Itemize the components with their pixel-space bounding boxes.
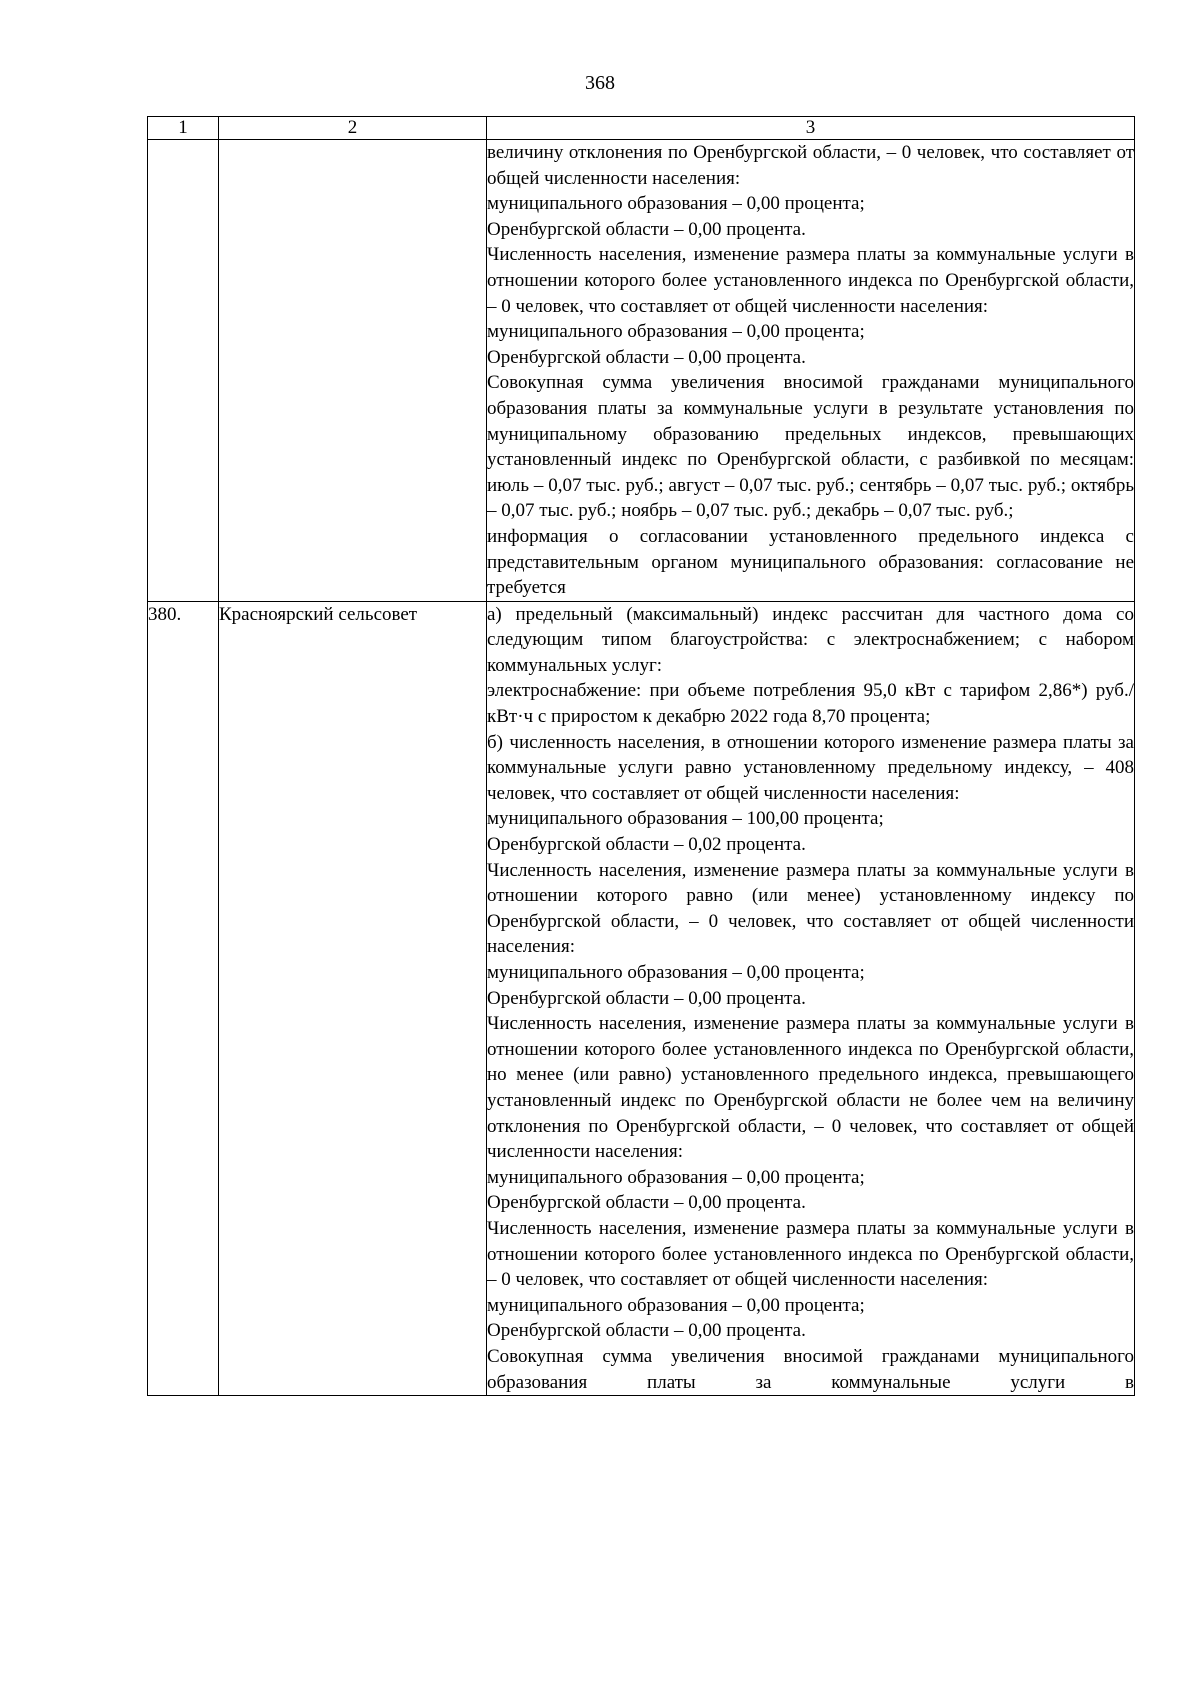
- paragraph: Оренбургской области – 0,00 процента.: [487, 1320, 806, 1342]
- index-description-cell: [487, 601, 1135, 1395]
- table-row-380: [148, 601, 1135, 1395]
- paragraph: Оренбургской области – 0,00 процента.: [487, 987, 806, 1009]
- paragraph: электроснабжение: при объеме потребления 95,0 кВт с тарифом 2,86*) руб./кВт·ч с приростом к декабрю 2022 года 8,70 процента;: [487, 680, 1134, 728]
- paragraph: Оренбургской области – 0,00 процента.: [487, 1192, 806, 1214]
- paragraph: Совокупная сумма увеличения вносимой гражданами муниципального образования платы за коммунальные услуги в: [487, 1345, 1134, 1393]
- row-number-cell: 380.: [148, 601, 219, 1395]
- paragraph: Численность населения, изменение размера платы за коммунальные услуги в отношении которого более установленного индекса по Оренбургской области, – 0 человек, что составляет от общей численности населения:: [487, 244, 1134, 317]
- paragraph: Совокупная сумма увеличения вносимой гражданами муниципального образования платы за коммунальные услуги в результате установления по муниципальному образованию предельных индексов, превышающих установленный индекс по Оренбургской области, с разбивкой по месяцам: июль – 0,07 тыс. руб.; август – 0,07 тыс. руб.; сентябрь – 0,07 тыс. руб.; октябрь – 0,07 тыс. руб.; ноябрь – 0,07 тыс. руб.; декабрь – 0,07 тыс. руб.;: [487, 372, 1134, 522]
- paragraph: б) численность населения, в отношении которого изменение размера платы за коммунальные услуги равно установленному предельному индексу, – 408 человек, что составляет от общей численности населения:: [487, 731, 1134, 804]
- index-description-cell: [487, 140, 1135, 602]
- paragraph: информация о согласовании установленного предельного индекса с представительным органом муниципального образования: согласование не требуется: [487, 525, 1134, 599]
- paragraph: Оренбургской области – 0,00 процента.: [487, 346, 806, 368]
- paragraph: Численность населения, изменение размера платы за коммунальные услуги в отношении которого равно (или менее) установленному индексу по Оренбургской области, – 0 человек, что составляет от общей численности населения:: [487, 859, 1134, 958]
- paragraph: Численность населения, изменение размера платы за коммунальные услуги в отношении которого более установленного индекса по Оренбургской области, но менее (или равно) установленного предельного индекса, превышающего установленный индекс по Оренбургской области не более чем на величину отклонения по Оренбургской области, – 0 человек, что составляет от общей численности населения:: [487, 1013, 1134, 1163]
- paragraph: муниципального образования – 0,00 процента;: [487, 1294, 865, 1316]
- page-number: 368: [585, 72, 615, 94]
- paragraph: муниципального образования – 0,00 процента;: [487, 1166, 865, 1188]
- column-header-3: 3: [487, 117, 1135, 140]
- paragraph: а) предельный (максимальный) индекс рассчитан для частного дома со следующим типом благоустройства: с электроснабжением; с набором коммунальных услуг:: [487, 603, 1134, 676]
- table-header-row: [148, 117, 1135, 140]
- municipal-index-table: [147, 116, 1135, 1396]
- paragraph: Численность населения, изменение размера платы за коммунальные услуги в отношении которого более установленного индекса по Оренбургской области, – 0 человек, что составляет от общей численности населения:: [487, 1217, 1134, 1291]
- column-header-2: 2: [219, 117, 487, 140]
- paragraph: муниципального образования – 100,00 процента;: [487, 808, 884, 830]
- municipality-name-cell: Красноярский сельсовет: [219, 601, 487, 1395]
- municipality-name-cell: [219, 140, 487, 602]
- row-number-cell: [148, 140, 219, 602]
- paragraph: муниципального образования – 0,00 процента;: [487, 962, 865, 983]
- column-header-1: 1: [148, 117, 219, 140]
- table-row-continuation: [148, 140, 1135, 602]
- paragraph: муниципального образования – 0,00 процента;: [487, 321, 865, 343]
- paragraph: величину отклонения по Оренбургской области, – 0 человек, что составляет от общей численности населения:: [487, 142, 1134, 189]
- paragraph: Оренбургской области – 0,02 процента.: [487, 834, 806, 856]
- paragraph: муниципального образования – 0,00 процента;: [487, 193, 865, 215]
- paragraph: Оренбургской области – 0,00 процента.: [487, 218, 806, 240]
